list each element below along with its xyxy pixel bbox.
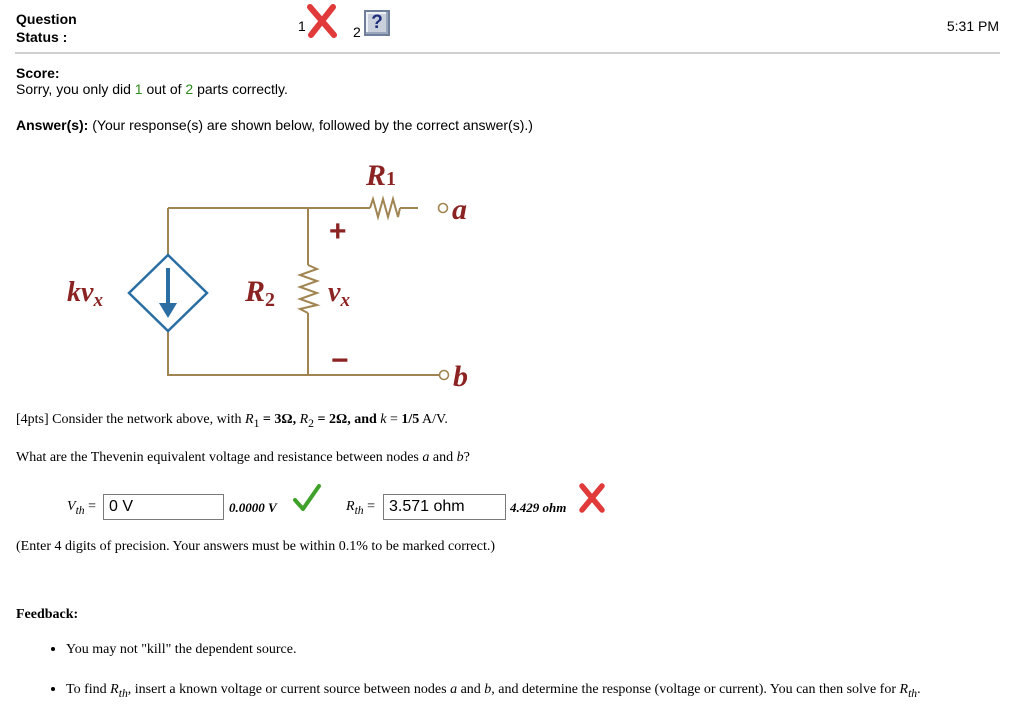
r1-resistor xyxy=(370,199,400,217)
problem-statement: [4pts] Consider the network above, with $R_1 = 3\Omega$, $R_2 = 2\Omega$, and k = 1/5 A/V. xyxy=(16,412,448,430)
terminal-b xyxy=(440,371,449,380)
r1-label: R1 xyxy=(366,159,397,192)
source-label: kvx xyxy=(67,277,103,311)
vth-input[interactable] xyxy=(103,494,224,520)
question-help-icon[interactable]: ? xyxy=(364,10,390,36)
clock: 5:31 PM xyxy=(946,18,999,34)
feedback-item: • To find $R_{th}$, insert a known voltage or current source between nodes a and b, and determine the response (voltage or current). You can then solve for $R_{th}$. xyxy=(66,680,1024,702)
feedback-item: • You may not "kill" the dependent source. xyxy=(66,640,1024,658)
score-title: Score: xyxy=(16,65,60,81)
x-mark-icon xyxy=(578,482,606,514)
r2-resistor xyxy=(300,265,317,313)
vth-correct-answer: 0.0000 V xyxy=(229,500,277,515)
answers-title: Answer(s): xyxy=(16,117,89,133)
answers-line xyxy=(16,117,533,133)
vth-label: $V_{th}$ = xyxy=(67,499,97,517)
question-status-label xyxy=(16,10,77,46)
score-text-end: parts correctly. xyxy=(197,81,288,97)
r2-label: R2 xyxy=(245,275,276,311)
vx-label: vx xyxy=(328,277,350,311)
answers-description: (Your response(s) are shown below, followed by the correct answer(s).) xyxy=(92,117,533,133)
score-text-start: Sorry, you only did xyxy=(16,81,131,97)
terminal-a xyxy=(439,204,448,213)
score-line xyxy=(16,81,288,97)
feedback-list xyxy=(46,640,1024,724)
part1-number: 1 xyxy=(298,18,306,34)
minus-sign: − xyxy=(331,344,349,377)
node-b-label: b xyxy=(453,360,468,393)
question-label: Question xyxy=(16,11,77,27)
header-divider xyxy=(15,52,1000,54)
feedback-title: Feedback: xyxy=(16,607,79,622)
circuit-diagram xyxy=(60,148,500,400)
total-parts: 2 xyxy=(185,81,194,97)
node-a-label: a xyxy=(452,193,467,226)
status-label: Status : xyxy=(16,29,68,45)
plus-sign: + xyxy=(329,215,347,248)
score-text-middle: out of xyxy=(146,81,182,97)
precision-note: (Enter 4 digits of precision. Your answers must be within 0.1% to be marked correct.) xyxy=(16,539,496,554)
x-mark-icon[interactable] xyxy=(306,3,338,39)
rth-input[interactable] xyxy=(383,494,506,520)
rth-label: $R_{th}$ = xyxy=(346,499,376,517)
part2-number: 2 xyxy=(353,24,361,40)
correct-count: 1 xyxy=(134,81,143,97)
checkmark-icon xyxy=(292,483,322,513)
circuit-wires xyxy=(168,208,440,375)
problem-points: [4pts] Consider the network above, with xyxy=(16,412,242,427)
question-text: What are the Thevenin equivalent voltage and resistance between nodes a and b? xyxy=(16,450,470,465)
rth-correct-answer: 4.429 ohm xyxy=(510,500,567,515)
